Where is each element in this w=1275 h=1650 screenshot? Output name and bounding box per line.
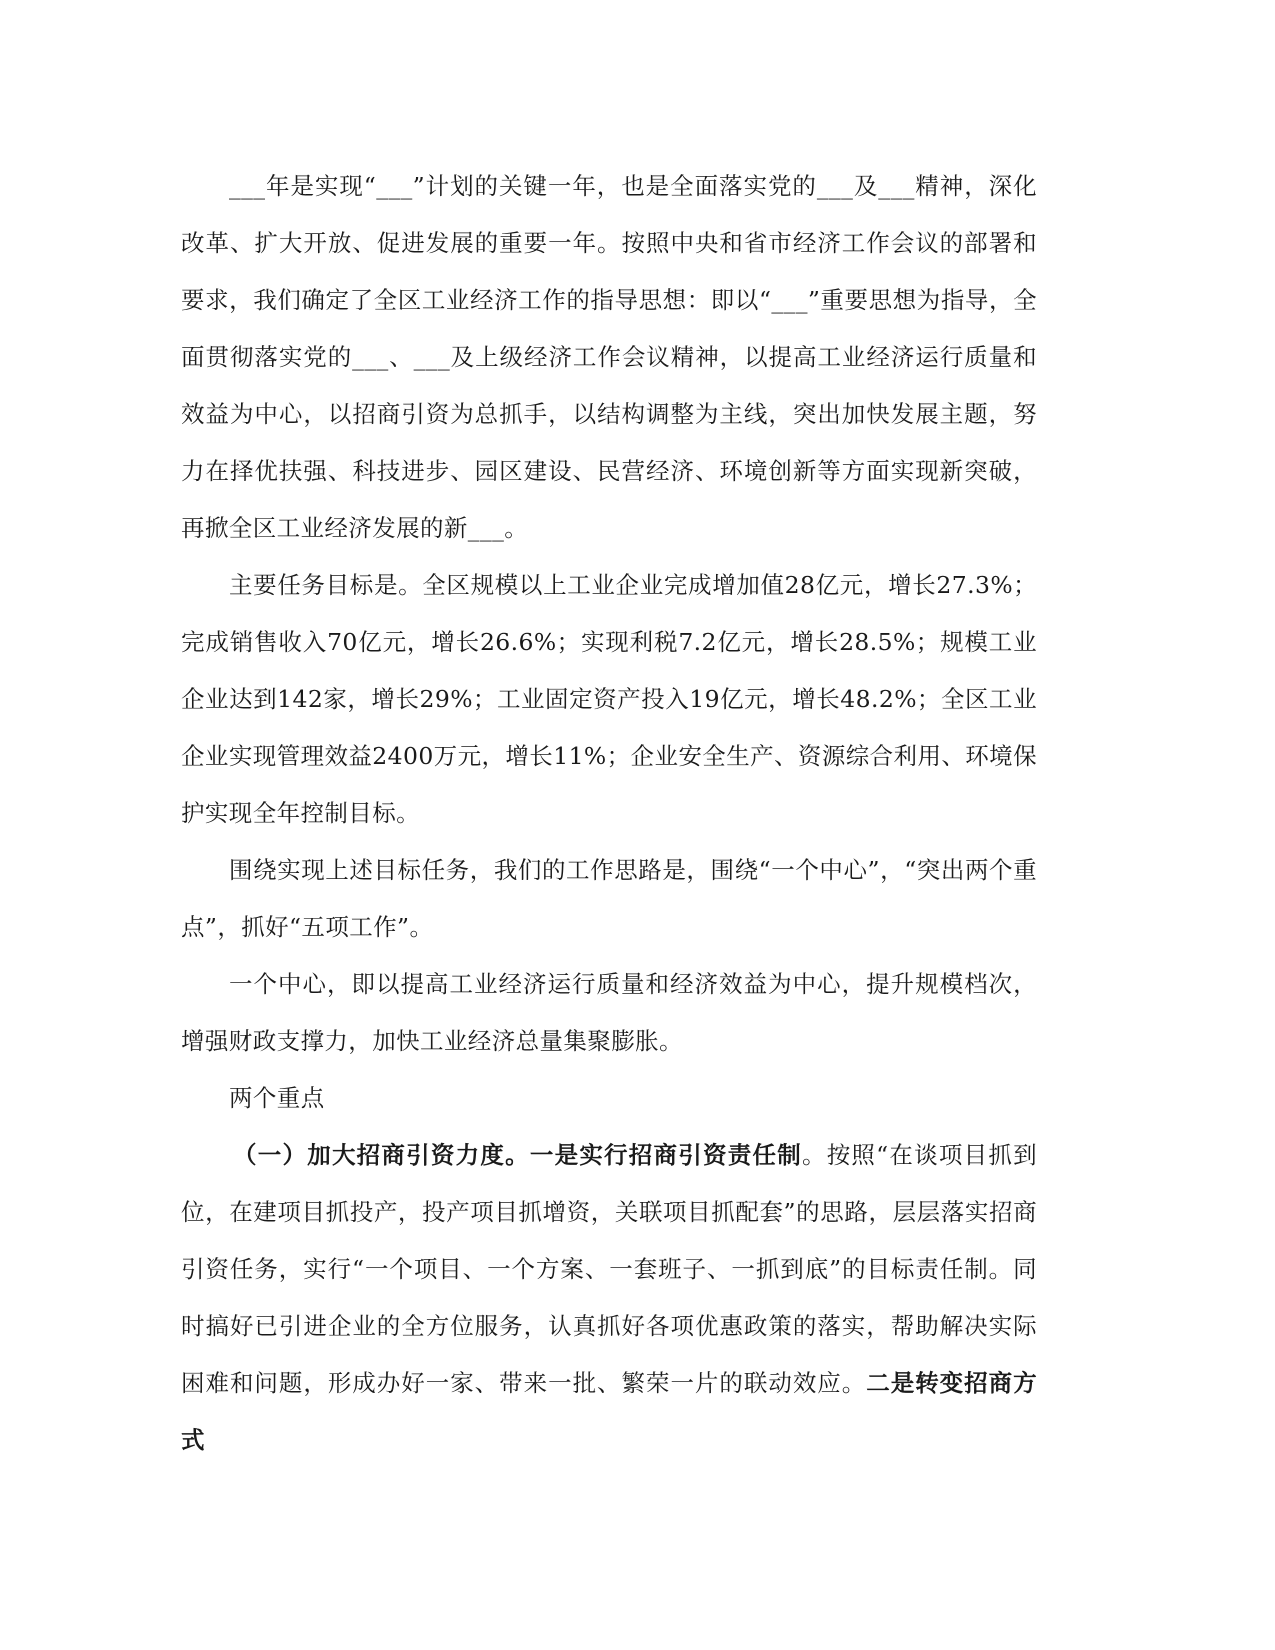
paragraph-investment-attraction [181,1127,1037,1469]
bold-subheading-text: 二是转变招商方式 [181,1369,1037,1454]
bold-heading-text: （一）加大招商引资力度。一是实行招商引资责任制 [233,1141,802,1169]
paragraph-work-approach [181,842,1037,956]
paragraph-text: 两个重点 [229,1084,325,1112]
paragraph-main-targets [181,557,1037,842]
paragraph-guiding-thought [181,158,1037,557]
paragraph-text: 。按照“在谈项目抓到位，在建项目抓投产，投产项目抓增资，关联项目抓配套”的思路，层层落实招商引资任务，实行“一个项目、一个方案、一套班子、一抓到底”的目标责任制。同时搞好已引进企业的全方位服务，认真抓好各项优惠政策的落实，帮助解决实际困难和问题，形成办好一家、带来一批、繁荣一片的联动效应。 [181,1141,1037,1397]
paragraph-text: 一个中心，即以提高工业经济运行质量和经济效益为中心，提升规模档次，增强财政支撑力，加快工业经济总量集聚膨胀。 [181,970,1037,1055]
paragraph-text: 主要任务目标是。全区规模以上工业企业完成增加值28亿元，增长27.3%；完成销售收入70亿元，增长26.6%；实现利税7.2亿元，增长28.5%；规模工业企业达到142家，增长29%；工业固定资产投入19亿元，增长48.2%；全区工业企业实现管理效益2400万元，增长11%；企业安全生产、资源综合利用、环境保护实现全年控制目标。 [181,571,1037,827]
paragraph-text: 围绕实现上述目标任务，我们的工作思路是，围绕“一个中心”，“突出两个重点”，抓好“五项工作”。 [181,856,1037,941]
document-body [181,158,1037,1469]
paragraph-text: ___年是实现“___”计划的关键一年，也是全面落实党的___及___精神，深化改革、扩大开放、促进发展的重要一年。按照中央和省市经济工作会议的部署和要求，我们确定了全区工业经济工作的指导思想：即以“___”重要思想为指导，全面贯彻落实党的___、___及上级经济工作会议精神，以提高工业经济运行质量和效益为中心，以招商引资为总抓手，以结构调整为主线，突出加快发展主题，努力在择优扶强、科技进步、园区建设、民营经济、环境创新等方面实现新突破，再掀全区工业经济发展的新___。 [181,172,1037,542]
paragraph-two-priorities-heading [181,1070,1037,1127]
paragraph-one-center [181,956,1037,1070]
